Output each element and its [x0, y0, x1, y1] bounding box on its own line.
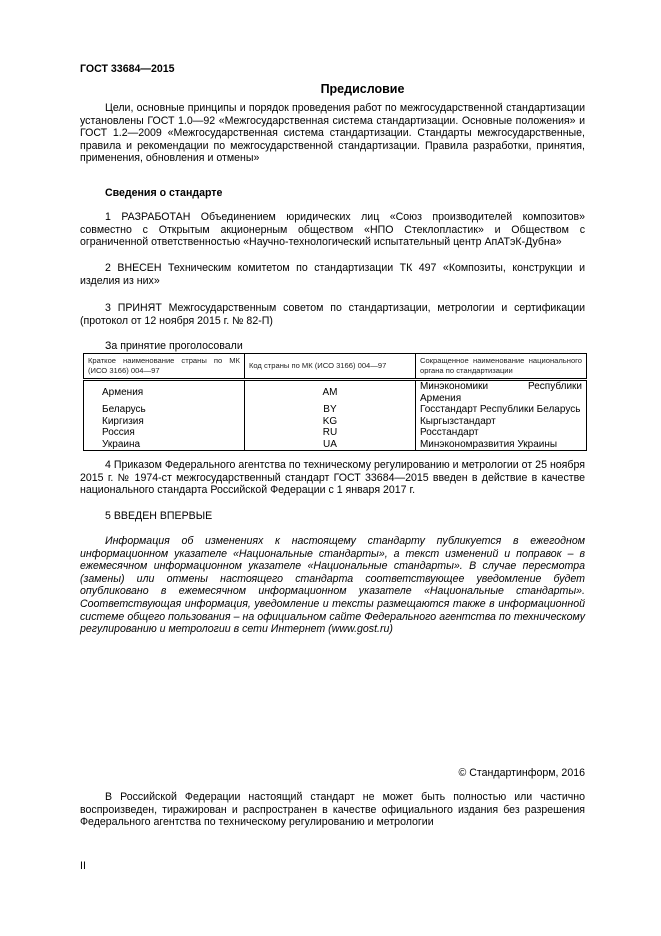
cell-country: Киргизия [84, 416, 245, 428]
cell-country: Россия [84, 427, 245, 439]
cell-country: Украина [84, 439, 245, 451]
table-row [84, 427, 587, 439]
item-1: 1 РАЗРАБОТАН Объединением юридических лиц «Союз производителей композитов» совместно с Открытым акционерным обществом «НПО Стеклопластик» и Обществом с ограниченной ответственностью «Научно-технологический испытательный центр АпАТэК-Дубна» [80, 211, 585, 249]
cell-code: RU [244, 427, 415, 439]
item-4: 4 Приказом Федерального агентства по техническому регулированию и метрологии от 25 ноября 2015 г. № 1974-ст межгосударственный стандарт ГОСТ 33684—2015 введен в действие в качестве национального стандарта Российской Федерации с 1 января 2017 г. [80, 459, 585, 497]
voting-table [83, 353, 587, 451]
column-header-country: Краткое наименование страны по МК (ИСО 3166) 004—97 [84, 354, 245, 380]
cell-country: Армения [84, 380, 245, 405]
item-5: 5 ВВЕДЕН ВПЕРВЫЕ [105, 510, 213, 522]
cell-body: Росстандарт [415, 427, 586, 439]
cell-country: Беларусь [84, 404, 245, 416]
cell-body: Минэкономразвития Украины [415, 439, 586, 451]
page-number: II [80, 860, 86, 872]
item-2: 2 ВНЕСЕН Техническим комитетом по стандартизации ТК 497 «Композиты, конструкции и изделия из них» [80, 262, 585, 287]
cell-code: UA [244, 439, 415, 451]
page-title: Предисловие [320, 82, 405, 96]
cell-body: Минэкономики Республики Армения [415, 380, 586, 405]
table-row [84, 380, 587, 405]
item-3: 3 ПРИНЯТ Межгосударственным советом по стандартизации, метрологии и сертификации (протокол от 12 ноября 2015 г. № 82-П) [80, 302, 585, 327]
rights-paragraph: В Российской Федерации настоящий стандарт не может быть полностью или частично воспроизведен, тиражирован и распространен в качестве официального издания без разрешения Федерального агентства по техническому регулированию и метрологии [80, 791, 585, 829]
cell-body: Госстандарт Республики Беларусь [415, 404, 586, 416]
column-header-code: Код страны по МК (ИСО 3166) 004—97 [244, 354, 415, 380]
cell-code: KG [244, 416, 415, 428]
document-header: ГОСТ 33684—2015 [80, 63, 175, 75]
notice-paragraph: Информация об изменениях к настоящему стандарту публикуется в ежегодном информационном указателе «Национальные стандарты», а текст изменений и поправок – в ежемесячном информационном указателе «Национальные стандарты». В случае пересмотра (замены) или отмены настоящего стандарта соответствующее уведомление будет опубликовано в ежемесячном информационном указателе «Национальные стандарты». Соответствующая информация, уведомление и тексты размещаются также в информационной системе общего пользования – на официальном сайте Федерального агентства по техническому регулированию и метрологии в сети Интернет (www.gost.ru) [80, 535, 585, 636]
vote-caption: За принятие проголосовали [105, 340, 243, 352]
cell-code: BY [244, 404, 415, 416]
table-row [84, 439, 587, 451]
table-row [84, 404, 587, 416]
column-header-body: Сокращенное наименование национального органа по стандартизации [415, 354, 586, 380]
table-row [84, 416, 587, 428]
copyright: © Стандартинформ, 2016 [458, 767, 585, 779]
section-heading: Сведения о стандарте [105, 187, 223, 199]
intro-paragraph: Цели, основные принципы и порядок проведения работ по межгосударственной стандартизации установлены ГОСТ 1.0—92 «Межгосударственная система стандартизации. Основные положения» и ГОСТ 1.2—2009 «Межгосударственная система стандартизации. Стандарты межгосударственные, правила и рекомендации по межгосударственной стандартизации. Правила разработки, принятия, применения, обновления и отмены» [80, 102, 585, 165]
cell-body: Кыргызстандарт [415, 416, 586, 428]
cell-code: AM [244, 380, 415, 405]
